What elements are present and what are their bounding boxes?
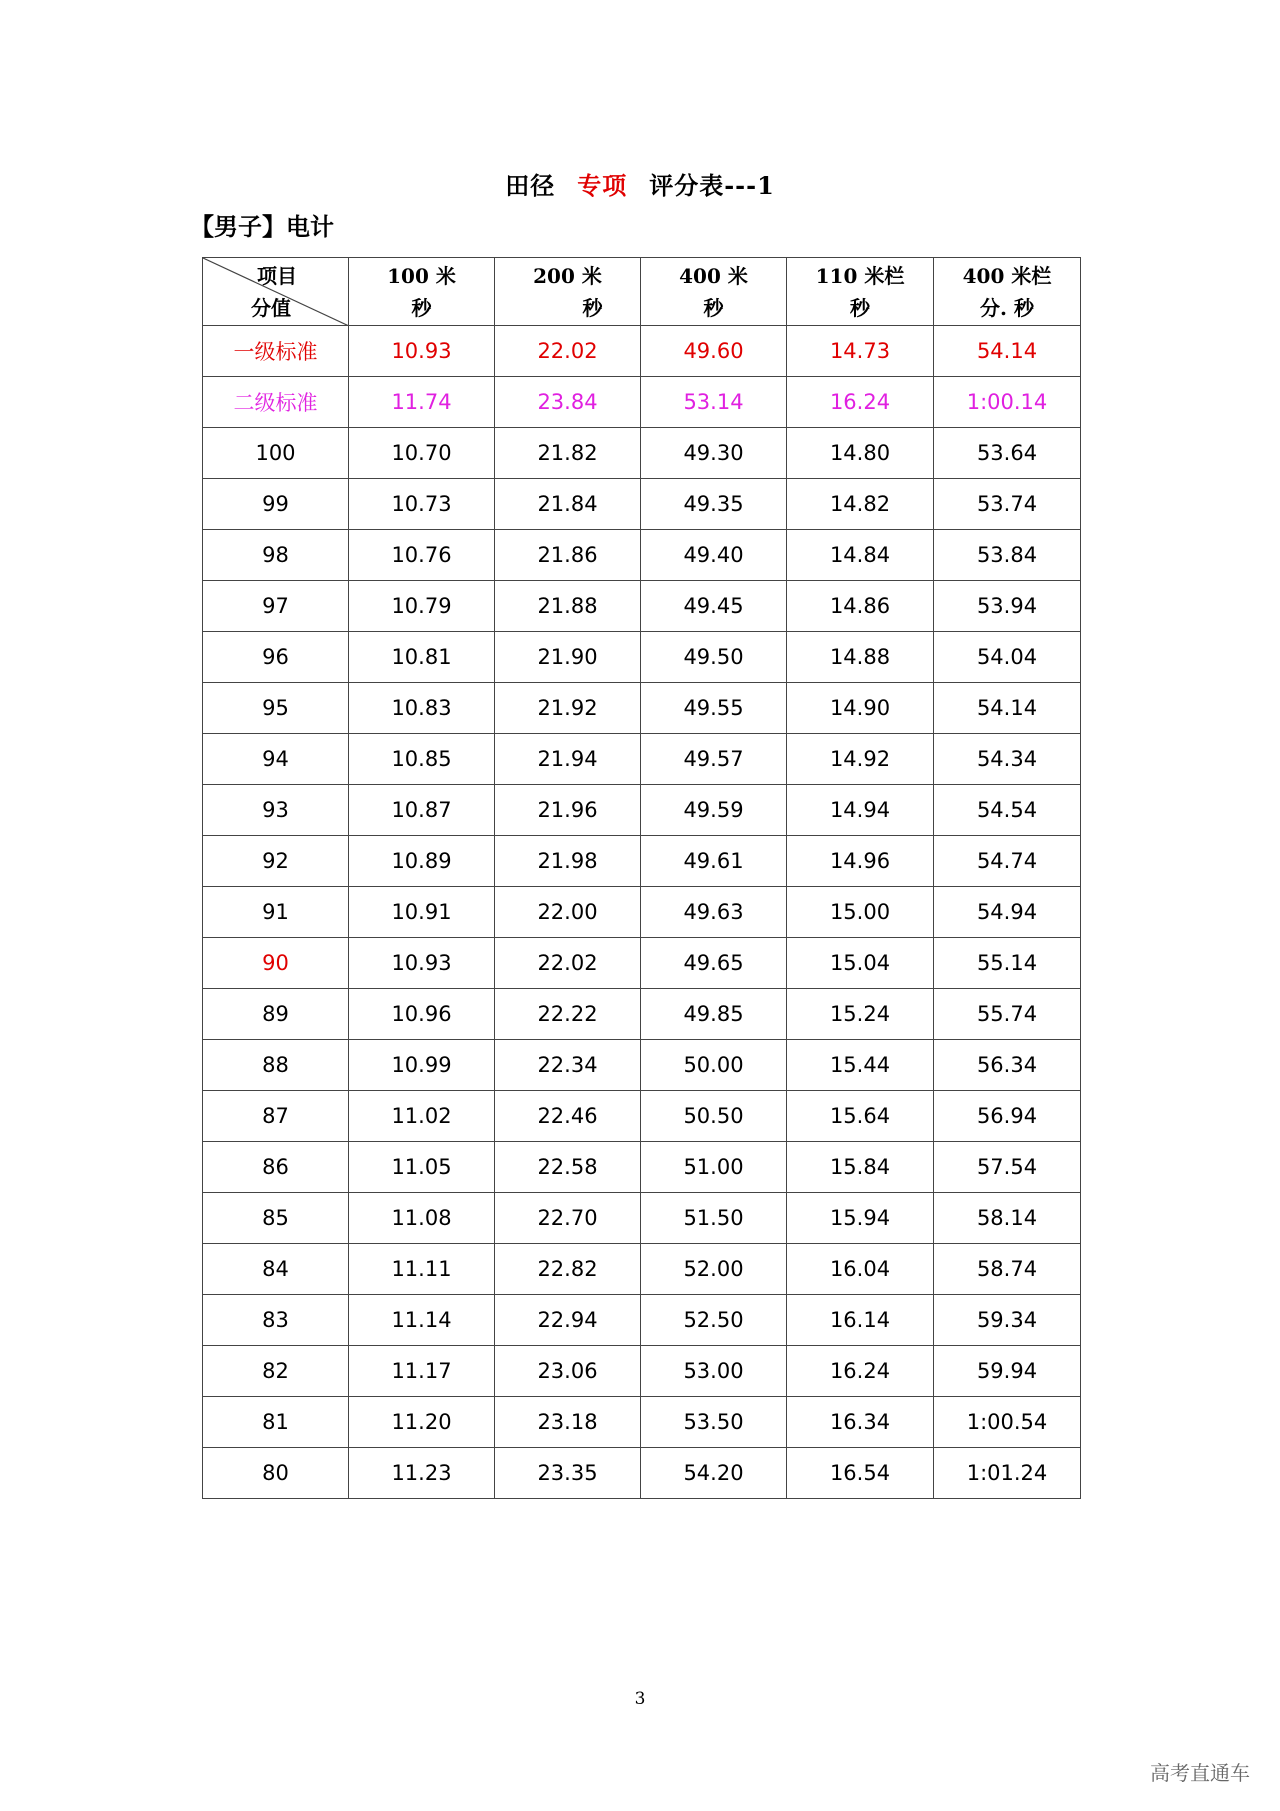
watermark: 高考直通车 — [1150, 1761, 1250, 1785]
value-cell: 54.34 — [934, 734, 1081, 785]
value-cell: 54.14 — [934, 683, 1081, 734]
value-cell: 10.83 — [349, 683, 495, 734]
value-cell: 14.94 — [787, 785, 934, 836]
value-cell: 58.74 — [934, 1244, 1081, 1295]
value-cell: 10.89 — [349, 836, 495, 887]
value-cell: 23.35 — [495, 1448, 641, 1499]
value-cell: 54.04 — [934, 632, 1081, 683]
row-label-cell: 88 — [203, 1040, 349, 1091]
row-label-cell: 95 — [203, 683, 349, 734]
row-label-cell: 98 — [203, 530, 349, 581]
value-cell: 23.84 — [495, 377, 641, 428]
row-label-cell: 97 — [203, 581, 349, 632]
value-cell: 21.84 — [495, 479, 641, 530]
value-cell: 22.00 — [495, 887, 641, 938]
value-cell: 14.84 — [787, 530, 934, 581]
value-cell: 14.73 — [787, 326, 934, 377]
column-header: 100 米 秒 — [349, 258, 495, 326]
table-row — [203, 989, 1081, 1040]
value-cell: 11.17 — [349, 1346, 495, 1397]
table-row — [203, 938, 1081, 989]
value-cell: 22.70 — [495, 1193, 641, 1244]
value-cell: 49.35 — [641, 479, 787, 530]
value-cell: 10.93 — [349, 326, 495, 377]
row-label-cell: 84 — [203, 1244, 349, 1295]
corner-header-item: 项目 — [257, 264, 297, 288]
value-cell: 22.22 — [495, 989, 641, 1040]
value-cell: 16.14 — [787, 1295, 934, 1346]
table-row — [203, 683, 1081, 734]
value-cell: 21.92 — [495, 683, 641, 734]
value-cell: 14.90 — [787, 683, 934, 734]
value-cell: 49.65 — [641, 938, 787, 989]
value-cell: 14.88 — [787, 632, 934, 683]
table-row — [203, 734, 1081, 785]
table-row — [203, 632, 1081, 683]
value-cell: 54.94 — [934, 887, 1081, 938]
table-row — [203, 1244, 1081, 1295]
row-label-cell: 89 — [203, 989, 349, 1040]
value-cell: 10.81 — [349, 632, 495, 683]
value-cell: 51.50 — [641, 1193, 787, 1244]
value-cell: 15.94 — [787, 1193, 934, 1244]
table-row — [203, 581, 1081, 632]
row-label-cell: 90 — [203, 938, 349, 989]
table-row — [203, 530, 1081, 581]
value-cell: 53.50 — [641, 1397, 787, 1448]
value-cell: 11.23 — [349, 1448, 495, 1499]
value-cell: 11.02 — [349, 1091, 495, 1142]
value-cell: 22.46 — [495, 1091, 641, 1142]
value-cell: 14.96 — [787, 836, 934, 887]
value-cell: 11.08 — [349, 1193, 495, 1244]
corner-header-score: 分值 — [251, 296, 291, 320]
value-cell: 1:00.14 — [934, 377, 1081, 428]
value-cell: 11.74 — [349, 377, 495, 428]
table-body — [203, 326, 1081, 1499]
value-cell: 10.99 — [349, 1040, 495, 1091]
value-cell: 15.64 — [787, 1091, 934, 1142]
row-label-cell: 80 — [203, 1448, 349, 1499]
value-cell: 15.24 — [787, 989, 934, 1040]
page-number: 3 — [634, 1689, 646, 1709]
value-cell: 14.86 — [787, 581, 934, 632]
value-cell: 54.74 — [934, 836, 1081, 887]
value-cell: 22.34 — [495, 1040, 641, 1091]
value-cell: 10.76 — [349, 530, 495, 581]
value-cell: 54.20 — [641, 1448, 787, 1499]
value-cell: 23.18 — [495, 1397, 641, 1448]
value-cell: 15.44 — [787, 1040, 934, 1091]
value-cell: 11.20 — [349, 1397, 495, 1448]
row-label-cell: 94 — [203, 734, 349, 785]
value-cell: 21.88 — [495, 581, 641, 632]
table-row — [203, 1040, 1081, 1091]
value-cell: 49.45 — [641, 581, 787, 632]
value-cell: 22.94 — [495, 1295, 641, 1346]
table-row — [203, 836, 1081, 887]
value-cell: 49.40 — [641, 530, 787, 581]
table-row — [203, 1091, 1081, 1142]
value-cell: 49.63 — [641, 887, 787, 938]
row-label-cell: 85 — [203, 1193, 349, 1244]
value-cell: 16.04 — [787, 1244, 934, 1295]
row-label-cell: 92 — [203, 836, 349, 887]
section-subtitle: 【男子】电计 — [190, 212, 334, 241]
table-row — [203, 326, 1081, 377]
value-cell: 53.00 — [641, 1346, 787, 1397]
value-cell: 54.54 — [934, 785, 1081, 836]
value-cell: 16.34 — [787, 1397, 934, 1448]
value-cell: 53.84 — [934, 530, 1081, 581]
value-cell: 22.02 — [495, 326, 641, 377]
value-cell: 49.57 — [641, 734, 787, 785]
column-header: 400 米 秒 — [641, 258, 787, 326]
value-cell: 54.14 — [934, 326, 1081, 377]
table-row — [203, 1397, 1081, 1448]
value-cell: 15.84 — [787, 1142, 934, 1193]
value-cell: 10.79 — [349, 581, 495, 632]
title-part-3: 评分表---1 — [649, 171, 775, 200]
value-cell: 49.55 — [641, 683, 787, 734]
value-cell: 50.00 — [641, 1040, 787, 1091]
row-label-cell: 86 — [203, 1142, 349, 1193]
value-cell: 49.60 — [641, 326, 787, 377]
title-part-2: 专项 — [577, 171, 628, 200]
table-row — [203, 785, 1081, 836]
value-cell: 16.54 — [787, 1448, 934, 1499]
table-row — [203, 1193, 1081, 1244]
table-row — [203, 887, 1081, 938]
value-cell: 14.92 — [787, 734, 934, 785]
table-row — [203, 1295, 1081, 1346]
value-cell: 11.05 — [349, 1142, 495, 1193]
value-cell: 10.87 — [349, 785, 495, 836]
row-label-cell: 87 — [203, 1091, 349, 1142]
value-cell: 21.94 — [495, 734, 641, 785]
scoring-table — [202, 257, 1081, 1499]
table-row — [203, 479, 1081, 530]
value-cell: 21.96 — [495, 785, 641, 836]
row-label-cell: 91 — [203, 887, 349, 938]
table-row — [203, 377, 1081, 428]
value-cell: 15.04 — [787, 938, 934, 989]
value-cell: 49.30 — [641, 428, 787, 479]
value-cell: 10.96 — [349, 989, 495, 1040]
value-cell: 55.74 — [934, 989, 1081, 1040]
value-cell: 57.54 — [934, 1142, 1081, 1193]
value-cell: 50.50 — [641, 1091, 787, 1142]
row-label-cell: 二级标准 — [203, 377, 349, 428]
value-cell: 55.14 — [934, 938, 1081, 989]
row-label-cell: 一级标准 — [203, 326, 349, 377]
value-cell: 59.34 — [934, 1295, 1081, 1346]
value-cell: 49.85 — [641, 989, 787, 1040]
table-row — [203, 428, 1081, 479]
value-cell: 21.86 — [495, 530, 641, 581]
value-cell: 53.64 — [934, 428, 1081, 479]
table-row — [203, 1448, 1081, 1499]
value-cell: 14.80 — [787, 428, 934, 479]
value-cell: 53.14 — [641, 377, 787, 428]
column-header: 110 米栏 秒 — [787, 258, 934, 326]
row-label-cell: 83 — [203, 1295, 349, 1346]
row-label-cell: 100 — [203, 428, 349, 479]
title-part-1: 田径 — [505, 171, 556, 200]
value-cell: 10.70 — [349, 428, 495, 479]
value-cell: 11.14 — [349, 1295, 495, 1346]
value-cell: 52.50 — [641, 1295, 787, 1346]
value-cell: 14.82 — [787, 479, 934, 530]
value-cell: 11.11 — [349, 1244, 495, 1295]
value-cell: 22.82 — [495, 1244, 641, 1295]
value-cell: 1:01.24 — [934, 1448, 1081, 1499]
value-cell: 49.50 — [641, 632, 787, 683]
row-label-cell: 96 — [203, 632, 349, 683]
value-cell: 1:00.54 — [934, 1397, 1081, 1448]
value-cell: 53.74 — [934, 479, 1081, 530]
value-cell: 49.59 — [641, 785, 787, 836]
value-cell: 10.73 — [349, 479, 495, 530]
column-header: 200 米 秒 — [495, 258, 641, 326]
value-cell: 21.82 — [495, 428, 641, 479]
value-cell: 52.00 — [641, 1244, 787, 1295]
value-cell: 10.91 — [349, 887, 495, 938]
row-label-cell: 93 — [203, 785, 349, 836]
value-cell: 16.24 — [787, 377, 934, 428]
value-cell: 15.00 — [787, 887, 934, 938]
table-header-row — [203, 258, 1081, 326]
table-row — [203, 1346, 1081, 1397]
value-cell: 58.14 — [934, 1193, 1081, 1244]
value-cell: 16.24 — [787, 1346, 934, 1397]
value-cell: 59.94 — [934, 1346, 1081, 1397]
value-cell: 10.85 — [349, 734, 495, 785]
table-row — [203, 1142, 1081, 1193]
value-cell: 10.93 — [349, 938, 495, 989]
row-label-cell: 99 — [203, 479, 349, 530]
value-cell: 56.94 — [934, 1091, 1081, 1142]
corner-header-cell — [203, 258, 349, 326]
value-cell: 22.02 — [495, 938, 641, 989]
value-cell: 51.00 — [641, 1142, 787, 1193]
value-cell: 56.34 — [934, 1040, 1081, 1091]
value-cell: 53.94 — [934, 581, 1081, 632]
value-cell: 23.06 — [495, 1346, 641, 1397]
value-cell: 21.98 — [495, 836, 641, 887]
value-cell: 22.58 — [495, 1142, 641, 1193]
row-label-cell: 81 — [203, 1397, 349, 1448]
page-title — [0, 166, 1280, 201]
column-header: 400 米栏 分. 秒 — [934, 258, 1081, 326]
value-cell: 49.61 — [641, 836, 787, 887]
row-label-cell: 82 — [203, 1346, 349, 1397]
value-cell: 21.90 — [495, 632, 641, 683]
